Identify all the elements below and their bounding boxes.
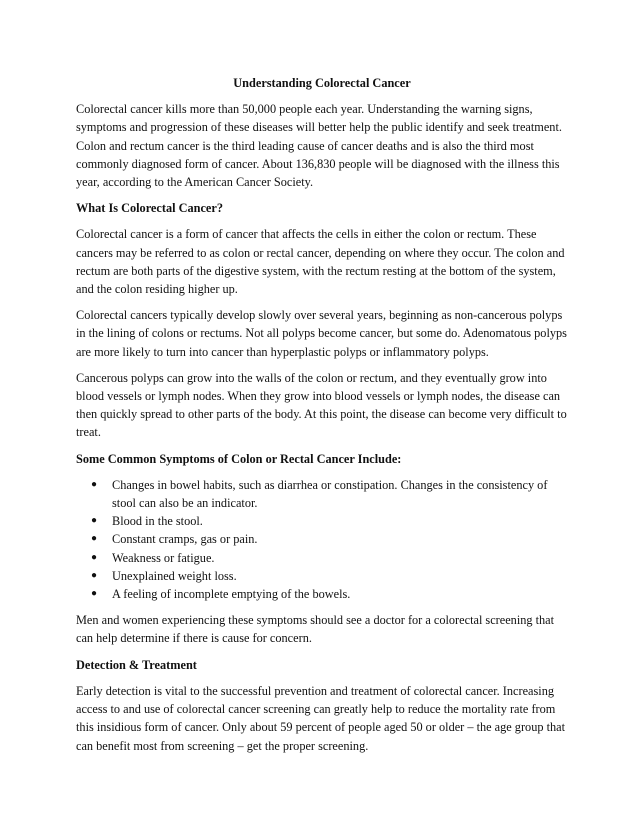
paragraph-definition: Colorectal cancer is a form of cancer that affects the cells in either the colon or rectum. These cancers may be referred to as colon or rectal cancer, depending on where they occur. The colon and rectum are both parts of the digestive system, with the rectum resting at the bottom of the system, and the colon residing higher up. bbox=[76, 227, 565, 297]
list-item bbox=[76, 567, 568, 585]
section-heading-what-is: What Is Colorectal Cancer? bbox=[76, 201, 223, 216]
bullet-icon: ● bbox=[91, 533, 98, 545]
paragraph-see-doctor: Men and women experiencing these symptoms should see a doctor for a colorectal screening that can help determine if there is cause for concern. bbox=[76, 613, 555, 646]
bullet-icon: ● bbox=[91, 515, 98, 527]
document-page bbox=[76, 74, 568, 763]
bullet-icon: ● bbox=[91, 478, 98, 490]
bullet-icon: ● bbox=[91, 551, 98, 563]
paragraph-detection: Early detection is vital to the successful prevention and treatment of colorectal cancer. Increasing access to and use of colorectal cancer screening can greatly help to reduce the mortality rate from this insidious form of cancer. Only about 59 percent of people aged 50 or older – the age group that can benefit most from screening – get the proper screening. bbox=[76, 683, 566, 753]
list-item-text: A feeling of incomplete emptying of the bowels. bbox=[112, 587, 351, 602]
paragraph-development: Colorectal cancers typically develop slowly over several years, beginning as non-cancerous polyps in the lining of colons or rectums. Not all polyps become cancer, but some do. Adenomatous polyps are more likely to turn into cancer than hyperplastic polyps or inflammatory polyps. bbox=[76, 308, 567, 359]
list-item-text: Changes in bowel habits, such as diarrhea or constipation. Changes in the consistency of stool can also be an indicator. bbox=[112, 477, 548, 511]
list-item-text: Constant cramps, gas or pain. bbox=[112, 532, 258, 547]
list-item-text: Blood in the stool. bbox=[112, 514, 203, 529]
list-item bbox=[76, 512, 568, 530]
section-heading-detection: Detection & Treatment bbox=[76, 657, 197, 672]
bullet-icon: ● bbox=[91, 588, 98, 600]
list-item-text: Unexplained weight loss. bbox=[112, 568, 237, 583]
list-item bbox=[76, 549, 568, 567]
section-heading-symptoms: Some Common Symptoms of Colon or Rectal Cancer Include: bbox=[76, 451, 402, 466]
list-item bbox=[76, 585, 568, 603]
list-item bbox=[76, 530, 568, 548]
list-item bbox=[76, 476, 568, 512]
intro-paragraph: Colorectal cancer kills more than 50,000 people each year. Understanding the warning signs, symptoms and progression of these diseases will better help the public identify and seek treatment. Colon and rectum cancer is the third leading cause of cancer deaths and is also the third most commonly diagnosed form of cancer. About 136,830 people will be diagnosed with the illness this year, according to the American Cancer Society. bbox=[76, 102, 562, 190]
bullet-icon: ● bbox=[91, 569, 98, 581]
document-title: Understanding Colorectal Cancer bbox=[233, 76, 411, 90]
symptoms-list bbox=[76, 476, 568, 603]
paragraph-spread: Cancerous polyps can grow into the walls of the colon or rectum, and they eventually grow into blood vessels or lymph nodes. When they grow into blood vessels or lymph nodes, the disease can then quickly spread to other parts of the body. At this point, the disease can become very difficult to treat. bbox=[76, 370, 567, 440]
list-item-text: Weakness or fatigue. bbox=[112, 550, 215, 565]
